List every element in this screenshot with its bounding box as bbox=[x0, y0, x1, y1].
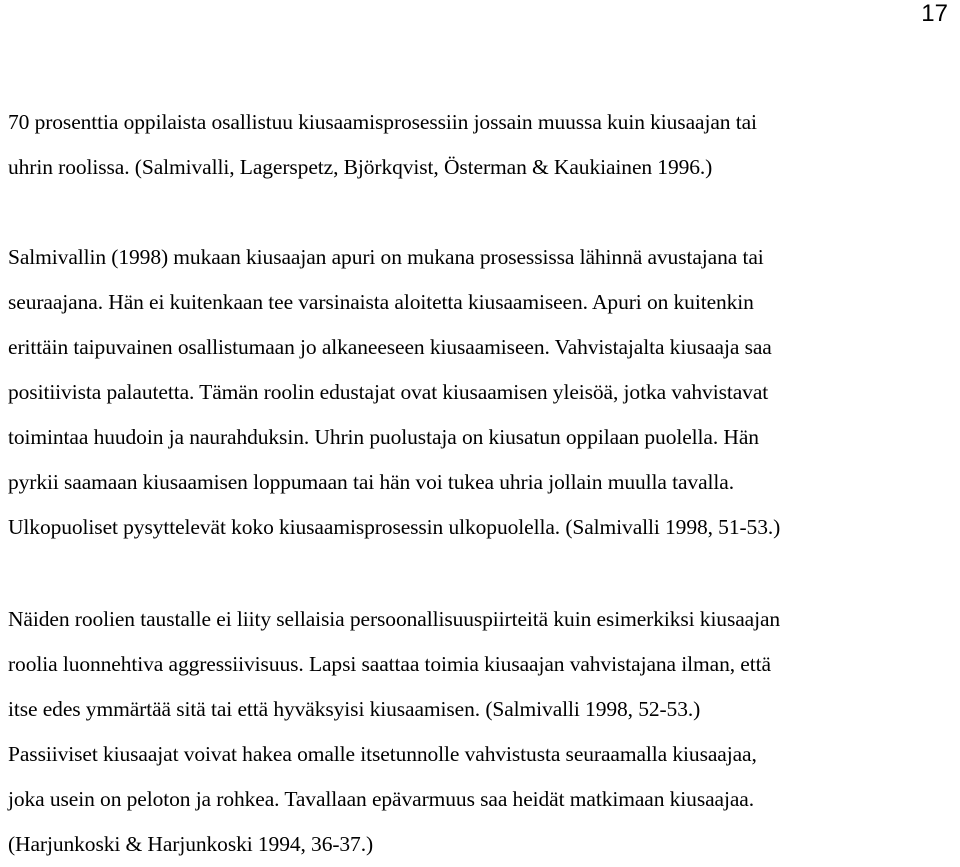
text-line: erittäin taipuvainen osallistumaan jo alkaneeseen kiusaamiseen. Vahvistajalta kiusaaja saa bbox=[8, 335, 772, 359]
text-line: Passiiviset kiusaajat voivat hakea omalle itsetunnolle vahvistusta seuraamalla kiusaajaa, bbox=[8, 742, 757, 766]
text-line: itse edes ymmärtää sitä tai että hyväksyisi kiusaamisen. (Salmivalli 1998, 52-53.) bbox=[8, 697, 701, 721]
text-line: Näiden roolien taustalle ei liity sellaisia persoonallisuuspiirteitä kuin esimerkiksi kiusaajan bbox=[8, 607, 781, 631]
paragraph-personality-traits bbox=[8, 597, 958, 867]
text-line: joka usein on peloton ja rohkea. Tavallaan epävarmuus saa heidät matkimaan kiusaajaa. bbox=[8, 787, 755, 811]
text-line: pyrkii saamaan kiusaamisen loppumaan tai hän voi tukea uhria jollain muulla tavalla. bbox=[8, 470, 734, 494]
page-number: 17 bbox=[921, 0, 948, 27]
text-line: uhrin roolissa. (Salmivalli, Lagerspetz, Björkqvist, Österman & Kaukiainen 1996.) bbox=[8, 155, 713, 179]
text-line: toimintaa huudoin ja naurahduksin. Uhrin puolustaja on kiusatun oppilaan puolella. Hän bbox=[8, 425, 759, 449]
paragraph-role-descriptions bbox=[8, 235, 958, 550]
paragraph-roles-intro bbox=[8, 100, 958, 190]
text-line: seuraajana. Hän ei kuitenkaan tee varsinaista aloitetta kiusaamiseen. Apuri on kuitenkin bbox=[8, 290, 754, 314]
text-line: 70 prosenttia oppilaista osallistuu kiusaamisprosessiin jossain muussa kuin kiusaajan tai bbox=[8, 110, 757, 134]
text-line: roolia luonnehtiva aggressiivisuus. Lapsi saattaa toimia kiusaajan vahvistajana ilman, että bbox=[8, 652, 771, 676]
text-line: (Harjunkoski & Harjunkoski 1994, 36-37.) bbox=[8, 832, 374, 856]
text-line: Salmivallin (1998) mukaan kiusaajan apuri on mukana prosessissa lähinnä avustajana tai bbox=[8, 245, 764, 269]
text-line: Ulkopuoliset pysyttelevät koko kiusaamisprosessin ulkopuolella. (Salmivalli 1998, 51-53.) bbox=[8, 515, 781, 539]
text-line: positiivista palautetta. Tämän roolin edustajat ovat kiusaamisen yleisöä, jotka vahvistavat bbox=[8, 380, 769, 404]
